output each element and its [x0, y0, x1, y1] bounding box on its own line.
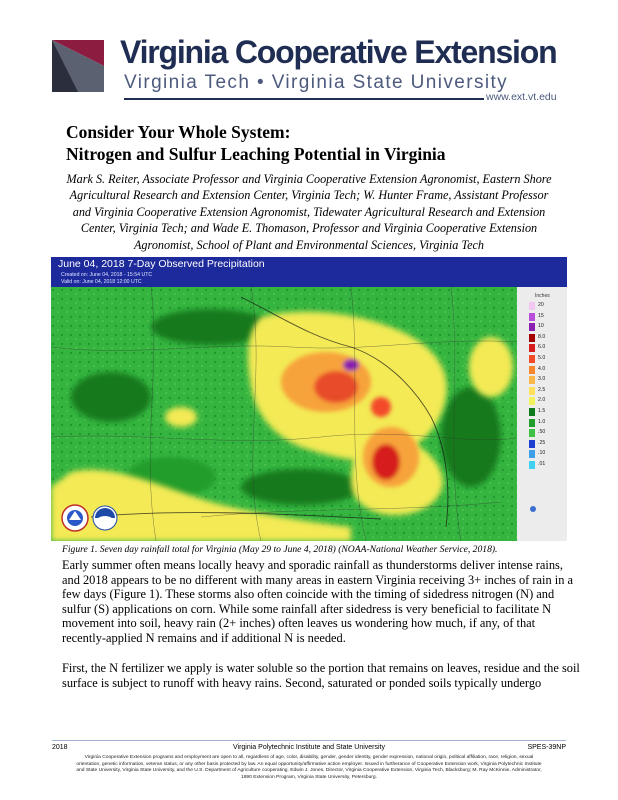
- map-header-bar: [51, 257, 567, 287]
- publication-code: SPES-39NP: [527, 744, 566, 751]
- legend-item: [529, 375, 565, 385]
- organization-name: Virginia Cooperative Extension: [120, 34, 557, 70]
- legend-label: 5.0: [538, 355, 546, 361]
- legend-swatch: [529, 461, 535, 469]
- document-title: [66, 121, 586, 165]
- universities-line: Virginia Tech • Virginia State University: [124, 72, 509, 93]
- precipitation-map: [51, 287, 567, 541]
- legend-item: [529, 354, 565, 364]
- website-link[interactable]: www.ext.vt.edu: [486, 91, 557, 103]
- legend-swatch: [529, 429, 535, 437]
- legend-item: [529, 301, 565, 311]
- legend-label: 6.0: [538, 344, 546, 351]
- legend-swatch: [529, 387, 535, 395]
- text-line: sulfur (S) applications on corn. While some rainfall after sidedress is very beneficial to facilitate N: [62, 601, 552, 616]
- header-divider: [124, 98, 484, 100]
- notice-line: Virginia Cooperative Extension programs and employment are open to all, regardless of age, color, disability, gender, gender identity, gender expression, national origin, political affiliation, race, religion, sexual: [84, 755, 534, 760]
- figure-caption: Figure 1. Seven day rainfall total for Virginia (May 29 to June 4, 2018) (NOAA-National Weather Service, 2018).: [62, 544, 498, 555]
- legend-label: 1.5: [538, 408, 546, 414]
- map-created-date: Created on: June 04, 2018 - 15:54 UTC: [61, 272, 153, 278]
- nws-logo-icon: [61, 504, 89, 532]
- legend-label: 2.0: [538, 397, 546, 404]
- precipitation-map-figure: [51, 257, 567, 541]
- text-line: Early summer often means locally heavy and sporadic rainfall as thunderstorms deliver intense rains,: [62, 558, 563, 572]
- legend-label: 10: [538, 323, 544, 330]
- legend-title: Inches: [535, 293, 550, 299]
- title-line: Consider Your Whole System:: [66, 122, 291, 142]
- vce-logo-icon: [52, 40, 104, 92]
- footer-divider: [52, 740, 566, 741]
- map-legend: [517, 287, 567, 541]
- map-image: [51, 287, 567, 541]
- legend-label: .50: [538, 429, 546, 436]
- legend-swatch: [529, 355, 535, 363]
- footer-year: 2018: [52, 744, 68, 751]
- text-line: First, the N fertilizer we apply is water soluble so the portion that remains on leaves, residue and the soil: [62, 661, 580, 675]
- author-line: Agronomist, School of Plant and Environmental Sciences, Virginia Tech: [133, 237, 484, 252]
- legend-item: [529, 365, 565, 375]
- legend-item: [529, 343, 565, 353]
- text-line: and 2018 appears to be no different with many areas in eastern Virginia receiving 3+ inches of rain in a: [62, 572, 573, 587]
- legend-swatch: [529, 419, 535, 427]
- legend-label: 1.0: [538, 418, 546, 425]
- legend-label: 20: [538, 302, 544, 308]
- text-line: recently-applied N remains and if additional N is needed.: [62, 630, 346, 645]
- legend-label: .10: [538, 450, 546, 457]
- legend-label: 3.0: [538, 376, 546, 383]
- legend-item: [529, 322, 565, 332]
- legend-item: [529, 312, 565, 322]
- authors-block: [62, 171, 556, 253]
- legend-swatch: [529, 313, 535, 321]
- legend-label: .25: [538, 439, 546, 446]
- legend-item: [529, 386, 565, 396]
- legend-label: 8.0: [538, 333, 546, 340]
- text-line: movement into soil, heavy rain (2+ inches) often leaves us wondering how much, if any, of that: [62, 616, 536, 631]
- legend-item: [529, 396, 565, 406]
- legend-label: 2.5: [538, 386, 546, 393]
- legend-label: .01: [538, 461, 546, 467]
- legend-swatch: [529, 323, 535, 331]
- legend-swatch: [529, 450, 535, 458]
- legend-item: [529, 428, 565, 438]
- notice-line: orientation, genetic information, veteran status, or any other basis protected by law. An equal opportunity/affirmative action employer. Issued in furtherance of Cooperative Extension work, Virginia Polytechnic Institute: [76, 761, 542, 767]
- body-paragraph: [62, 661, 580, 690]
- title-line: Nitrogen and Sulfur Leaching Potential in Virginia: [66, 144, 446, 164]
- body-paragraph: [62, 558, 573, 646]
- legend-item: [529, 449, 565, 459]
- author-line: and Virginia Cooperative Extension Agronomist, Tidewater Agricultural Research and Extension: [72, 204, 546, 219]
- legend-item: [529, 407, 565, 417]
- legend-swatch: [529, 440, 535, 448]
- legend-swatch: [529, 397, 535, 405]
- legend-label: 15: [538, 312, 544, 319]
- footer-institution: Virginia Polytechnic Institute and State University: [232, 744, 385, 751]
- notice-line: 1890 Extension Program, Virginia State University, Petersburg.: [240, 774, 377, 780]
- legend-swatch: [529, 302, 535, 310]
- legend-item: [529, 460, 565, 470]
- map-title: June 04, 2018 7-Day Observed Precipitation: [58, 258, 265, 270]
- legend-swatch: [529, 344, 535, 352]
- text-line: few days (Figure 1). These storms also often coincide with the timing of sidedress nitrogen (N) and: [62, 587, 555, 602]
- footer-notice: [52, 755, 566, 781]
- author-line: Agricultural Research and Extension Center, Virginia Tech; W. Hunter Frame, Assistant Professor: [69, 188, 549, 203]
- legend-label: 4.0: [538, 365, 546, 372]
- legend-swatch: [529, 408, 535, 416]
- legend-swatch: [529, 366, 535, 374]
- legend-swatch: [529, 376, 535, 384]
- legend-swatch: [529, 334, 535, 342]
- info-icon: [530, 506, 536, 512]
- author-line: Mark S. Reiter, Associate Professor and Virginia Cooperative Extension Agronomist, Eastern Shore: [66, 172, 552, 186]
- author-line: Center, Virginia Tech; and Wade E. Thomason, Professor and Virginia Cooperative Extension: [80, 221, 538, 236]
- noaa-logo-icon: [92, 505, 118, 531]
- map-valid-date: Valid on: June 04, 2018 12:00 UTC: [61, 279, 142, 285]
- notice-line: and State University, Virginia State University, and the U.S. Department of Agriculture cooperating. Edwin J. Jones, Director, Virginia Cooperative Extension, Virginia Tech, Blacksburg; M. Ray McKinnie, Administrator,: [76, 768, 542, 774]
- text-line: surface is subject to runoff with heavy rains. Second, saturated or ponded soils typically undergo: [62, 675, 542, 690]
- legend-item: [529, 333, 565, 343]
- legend-item: [529, 418, 565, 428]
- legend-item: [529, 439, 565, 449]
